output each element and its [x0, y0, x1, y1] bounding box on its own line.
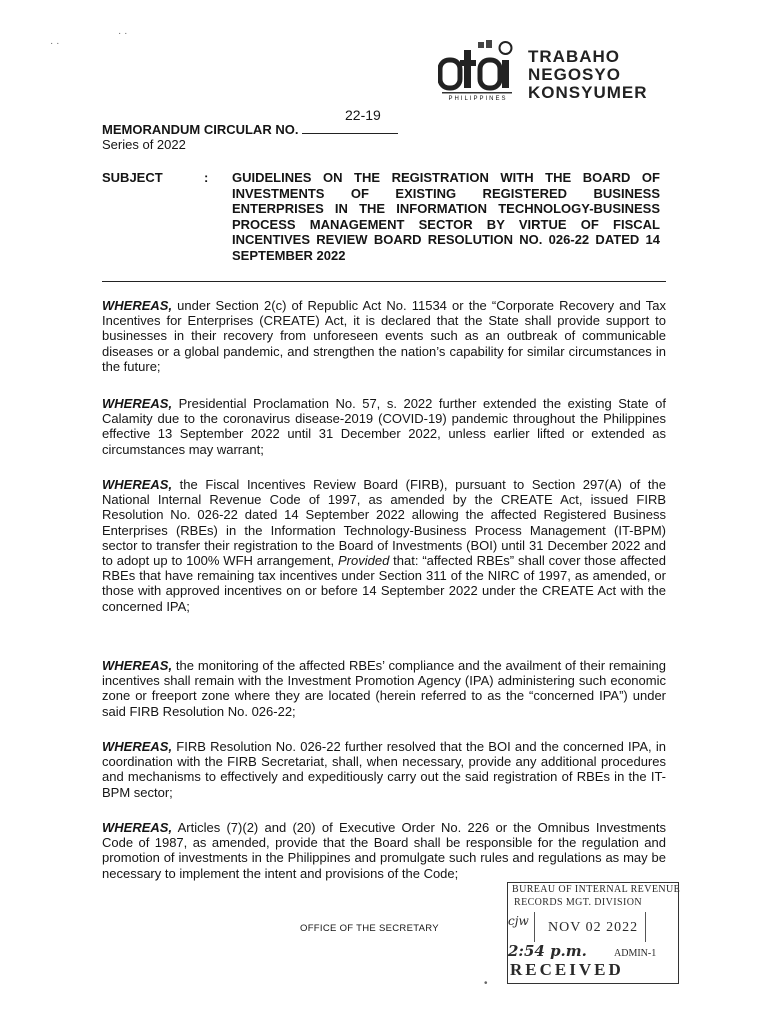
circular-title-text: MEMORANDUM CIRCULAR NO.: [102, 122, 299, 137]
paragraph-text: under Section 2(c) of Republic Act No. 11534 or the “Corporate Recovery and Tax Incentives for Enterprises (CREATE) Act, it is declared that the State shall provide support to businesses in their recovery from unforeseen events such as an outbreak of communicable diseases or a global pandemic, and strengthen the nation’s capability for similar circumstances in the future;: [102, 298, 666, 374]
paragraph-text: the Fiscal Incentives Review Board (FIRB), pursuant to Section 297(A) of the National Internal Revenue Code of 1997, as amended by the CREATE Act, issued FIRB Resolution No. 026-22 dated 14 September 2022 allowing the affected Registered Business Enterprises (RBEs) in the Information Technology-Business Process Management (IT-BPM) sector to transfer their registration to the Board of Investments (BOI) until 31 December 2022 and to adopt up to 100% WFH arrangement,: [102, 477, 666, 569]
stamp-date: NOV 02 2022: [548, 920, 639, 935]
tagline-line: TRABAHO: [528, 47, 620, 66]
logo-country-label: PHILIPPINES: [448, 96, 508, 102]
subject-divider: [102, 281, 666, 282]
stamp-agency: BUREAU OF INTERNAL REVENUE: [512, 884, 681, 895]
paragraph-text: that: “affected RBEs” shall cover those affected RBEs that have remaining tax incentives under Section 311 of the NIRC of 1997, as amended, or those with approved incentives on or before 14 September 2022 under the CREATE Act with the concerned IPA;: [102, 553, 666, 614]
circular-series: Series of 2022: [102, 137, 186, 152]
subject-label: SUBJECT: [102, 170, 163, 185]
whereas-lead: WHEREAS,: [102, 658, 173, 673]
stamp-time: 2:54 p.m.: [508, 942, 587, 960]
tagline-line: KONSYUMER: [528, 83, 648, 102]
subject-text: GUIDELINES ON THE REGISTRATION WITH THE BOARD OF INVESTMENTS OF EXISTING REGISTERED BUSINESS ENTERPRISES IN THE INFORMATION TECHNOLOGY-BUSINESS PROCESS MANAGEMENT SECTOR BY VIRTUE OF FISCAL INCENTIVES REVIEW BOARD RESOLUTION NO. 026-22 DATED 14 SEPTEMBER 2022: [232, 170, 660, 263]
whereas-paragraph: [102, 298, 666, 374]
circular-number: 22-19: [345, 107, 381, 123]
circular-title: [102, 122, 398, 137]
proviso-word: Provided: [337, 553, 390, 569]
received-stamp: [502, 882, 680, 986]
whereas-lead: WHEREAS,: [102, 396, 173, 411]
office-footer: OFFICE OF THE SECRETARY: [300, 923, 439, 934]
subject-colon: :: [204, 170, 209, 185]
logo-tagline: [528, 48, 648, 102]
whereas-lead: WHEREAS,: [102, 739, 173, 754]
scan-speckle: · ·: [50, 38, 60, 49]
whereas-lead: WHEREAS,: [102, 820, 173, 835]
scan-speckle: · ·: [118, 28, 128, 39]
paragraph-text: the monitoring of the affected RBEs’ compliance and the availment of their remaining incentives shall remain with the Investment Promotion Agency (IPA) administering such economic zone or freeport zone where they are located (herein referred to as the “concerned IPA”) under said FIRB Resolution No. 026-22;: [102, 658, 666, 719]
whereas-lead: WHEREAS,: [102, 477, 173, 492]
dti-logo: [438, 38, 688, 108]
whereas-paragraph: [102, 739, 666, 800]
paragraph-text: Articles (7)(2) and (20) of Executive Order No. 226 or the Omnibus Investments Code of 1987, as amended, provide that the Board shall be responsible for the regulation and promotion of investments in the Philippines and promulgate such rules and regulations as may be necessary to implement the intent and provisions of the Code;: [102, 820, 666, 881]
stamp-unit: ADMIN-1: [614, 948, 657, 959]
whereas-lead: WHEREAS,: [102, 298, 173, 313]
whereas-paragraph: [102, 820, 666, 881]
paragraph-text: Presidential Proclamation No. 57, s. 2022 further extended the existing State of Calamity due to the coronavirus disease-2019 (COVID-19) pandemic throughout the Philippines effective 13 September 2022 until 31 December 2022, unless earlier lifted or extended as circumstances may warrant;: [102, 396, 666, 457]
paragraph-text: FIRB Resolution No. 026-22 further resolved that the BOI and the concerned IPA, in coordination with the FIRB Secretariat, shall, when necessary, provide any additional procedures and mechanisms to effectively and expeditiously carry out the said registration of RBEs in the IT-BPM sector;: [102, 739, 666, 800]
stamp-status: RECEIVED: [510, 960, 624, 979]
whereas-paragraph: [102, 658, 666, 719]
stamp-initials: cjw: [508, 914, 529, 928]
tagline-line: NEGOSYO: [528, 65, 621, 84]
stamp-division: RECORDS MGT. DIVISION: [514, 897, 642, 908]
number-underline: [302, 122, 398, 134]
whereas-paragraph: [102, 477, 666, 614]
whereas-paragraph: [102, 396, 666, 457]
scan-speckle: •: [484, 978, 488, 989]
